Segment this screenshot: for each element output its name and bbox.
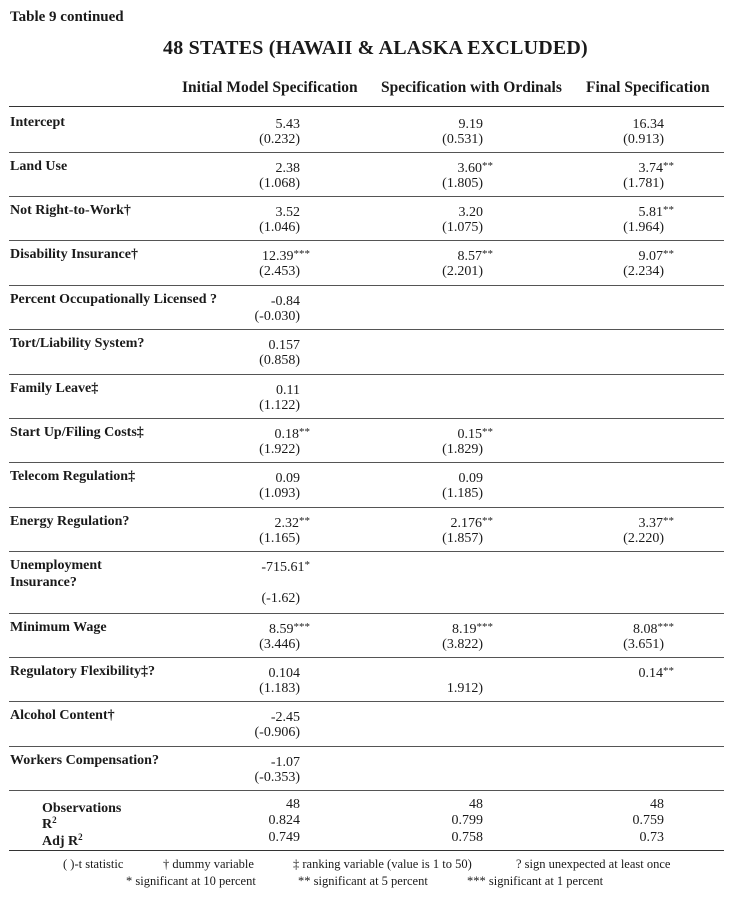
t-statistic: (0.232) [259, 132, 300, 147]
t-statistic: (0.858) [259, 353, 300, 368]
row-separator [9, 657, 724, 658]
row-separator [9, 746, 724, 747]
stat-value: 0.749 [268, 830, 300, 845]
stat-value: 48 [286, 797, 300, 812]
coefficient-number: 12.39 [262, 249, 294, 264]
coefficient-number: 3.74 [638, 161, 663, 176]
coefficient-number: 9.19 [458, 117, 483, 132]
t-statistic: (1.165) [259, 531, 300, 546]
coefficient-number: 8.59 [269, 622, 294, 637]
coefficient-number: 16.34 [632, 117, 664, 132]
t-statistic: (3.446) [259, 637, 300, 652]
t-statistic: (1.093) [259, 486, 300, 501]
row-separator [9, 790, 724, 791]
t-statistic: (1.857) [442, 531, 483, 546]
row-separator [9, 374, 724, 375]
t-statistic: (0.913) [623, 132, 664, 147]
t-statistic: (2.453) [259, 264, 300, 279]
t-statistic: (1.046) [259, 220, 300, 235]
significance-stars: * [304, 559, 310, 571]
significance-stars: ** [663, 248, 674, 260]
coefficient-number: -715.61 [261, 560, 305, 575]
footnote-dummy: † dummy variable [163, 857, 254, 871]
t-statistic: (1.075) [442, 220, 483, 235]
t-statistic: (2.234) [623, 264, 664, 279]
row-label: Tort/Liability System? [10, 336, 145, 351]
header-rule [9, 106, 724, 107]
coefficient-number: 0.157 [268, 338, 300, 353]
coefficient-value [600, 663, 674, 682]
t-statistic: (-0.353) [254, 770, 300, 785]
stat-value: 0.759 [632, 813, 664, 828]
t-statistic: (2.220) [623, 531, 664, 546]
footnote-sig1: *** significant at 1 percent [467, 874, 604, 888]
row-separator [9, 196, 724, 197]
t-statistic: (3.651) [623, 637, 664, 652]
coefficient-number: 3.60 [457, 161, 482, 176]
row-separator [9, 285, 724, 286]
t-statistic: (1.183) [259, 681, 300, 696]
coefficient-number: 2.176 [450, 516, 482, 531]
coefficient-number: 9.07 [638, 249, 663, 264]
row-separator [9, 701, 724, 702]
row-label: Unemployment Insurance? [10, 558, 102, 590]
significance-stars: *** [476, 621, 493, 633]
row-label: Workers Compensation? [10, 753, 159, 768]
significance-stars: *** [293, 248, 310, 260]
significance-stars: ** [299, 426, 310, 438]
row-separator [9, 240, 724, 241]
significance-stars: ** [482, 248, 493, 260]
t-statistic: (1.829) [442, 442, 483, 457]
row-separator [9, 613, 724, 614]
table-bottom-rule [9, 850, 724, 851]
row-label: Disability Insurance† [10, 247, 138, 262]
significance-stars: ** [663, 204, 674, 216]
coefficient-number: 3.20 [458, 205, 483, 220]
significance-stars: ** [299, 515, 310, 527]
significance-stars: ** [663, 515, 674, 527]
row-label: Telecom Regulation‡ [10, 469, 136, 484]
stat-label-superscript: 2 [78, 832, 83, 842]
stat-value: 0.73 [639, 830, 664, 845]
coefficient-number: -1.07 [270, 755, 300, 770]
row-separator [9, 462, 724, 463]
row-separator [9, 551, 724, 552]
row-label: Land Use [10, 159, 68, 174]
coefficient-number: 0.09 [458, 471, 483, 486]
significance-stars: ** [482, 426, 493, 438]
coefficient-number: 8.08 [633, 622, 658, 637]
column-header-ordinals: Specification with Ordinals [381, 79, 562, 96]
t-statistic: (1.964) [623, 220, 664, 235]
t-statistic: (1.922) [259, 442, 300, 457]
significance-stars: ** [663, 665, 674, 677]
t-statistic: (-1.62) [261, 591, 300, 606]
t-statistic: (-0.906) [254, 725, 300, 740]
stat-value: 0.799 [451, 813, 483, 828]
significance-stars: ** [482, 160, 493, 172]
column-header-final: Final Specification [586, 79, 710, 96]
coefficient-value [240, 557, 310, 576]
row-separator [9, 507, 724, 508]
t-statistic: (1.068) [259, 176, 300, 191]
t-statistic: (0.531) [442, 132, 483, 147]
row-separator [9, 418, 724, 419]
footnote-sig10: * significant at 10 percent [126, 874, 256, 888]
row-separator [9, 329, 724, 330]
t-statistic: (1.185) [442, 486, 483, 501]
row-label: Family Leave‡ [10, 381, 99, 396]
stat-label-text: Adj R [42, 834, 79, 849]
coefficient-number: 0.18 [274, 427, 299, 442]
t-statistic: (3.822) [442, 637, 483, 652]
row-label: Regulatory Flexibility‡? [10, 664, 156, 679]
coefficient-number: 3.52 [275, 205, 300, 220]
significance-stars: *** [293, 621, 310, 633]
coefficient-number: -0.84 [270, 294, 300, 309]
stat-value: 48 [650, 797, 664, 812]
coefficient-number: 0.104 [268, 666, 300, 681]
stat-value: 0.824 [268, 813, 300, 828]
t-statistic: (1.805) [442, 176, 483, 191]
footnote-sig5: ** significant at 5 percent [298, 874, 428, 888]
coefficient-number: 0.14 [638, 666, 663, 681]
coefficient-number: 2.32 [274, 516, 299, 531]
row-label: Minimum Wage [10, 620, 107, 635]
t-statistic: (-0.030) [254, 309, 300, 324]
column-header-initial: Initial Model Specification [182, 79, 358, 96]
coefficient-number: 3.37 [638, 516, 663, 531]
t-statistic: (1.122) [259, 398, 300, 413]
row-label: Not Right-to-Work† [10, 203, 131, 218]
significance-stars: ** [482, 515, 493, 527]
stat-label-text: Observations [42, 801, 122, 816]
coefficient-number: 5.81 [638, 205, 663, 220]
coefficient-number: -2.45 [270, 710, 300, 725]
row-label: Percent Occupationally Licensed ? [10, 292, 217, 307]
coefficient-number: 5.43 [275, 117, 300, 132]
footnote-unexpected: ? sign unexpected at least once [516, 857, 671, 871]
table-caption: Table 9 continued [10, 9, 124, 25]
row-label: Energy Regulation? [10, 514, 130, 529]
row-label: Alcohol Content† [10, 708, 115, 723]
t-statistic: (2.201) [442, 264, 483, 279]
t-statistic: (1.781) [623, 176, 664, 191]
coefficient-number: 0.11 [276, 383, 300, 398]
t-statistic: 1.912) [446, 681, 483, 696]
stat-label-superscript: 2 [52, 815, 57, 825]
significance-stars: ** [663, 160, 674, 172]
footnote-ranking: ‡ ranking variable (value is 1 to 50) [293, 857, 472, 871]
coefficient-number: 0.09 [275, 471, 300, 486]
stat-value: 0.758 [451, 830, 483, 845]
coefficient-number: 8.57 [457, 249, 482, 264]
row-label: Start Up/Filing Costs‡ [10, 425, 144, 440]
stat-label [42, 829, 83, 850]
table-title: 48 STATES (HAWAII & ALASKA EXCLUDED) [163, 37, 588, 59]
stat-value: 48 [469, 797, 483, 812]
coefficient-number: 8.19 [452, 622, 477, 637]
footnote-tstat: ( )-t statistic [63, 857, 124, 871]
coefficient-number: 0.15 [457, 427, 482, 442]
row-separator [9, 152, 724, 153]
stat-label-text: R [42, 817, 53, 832]
significance-stars: *** [657, 621, 674, 633]
coefficient-number: 2.38 [275, 161, 300, 176]
row-label: Intercept [10, 115, 65, 130]
